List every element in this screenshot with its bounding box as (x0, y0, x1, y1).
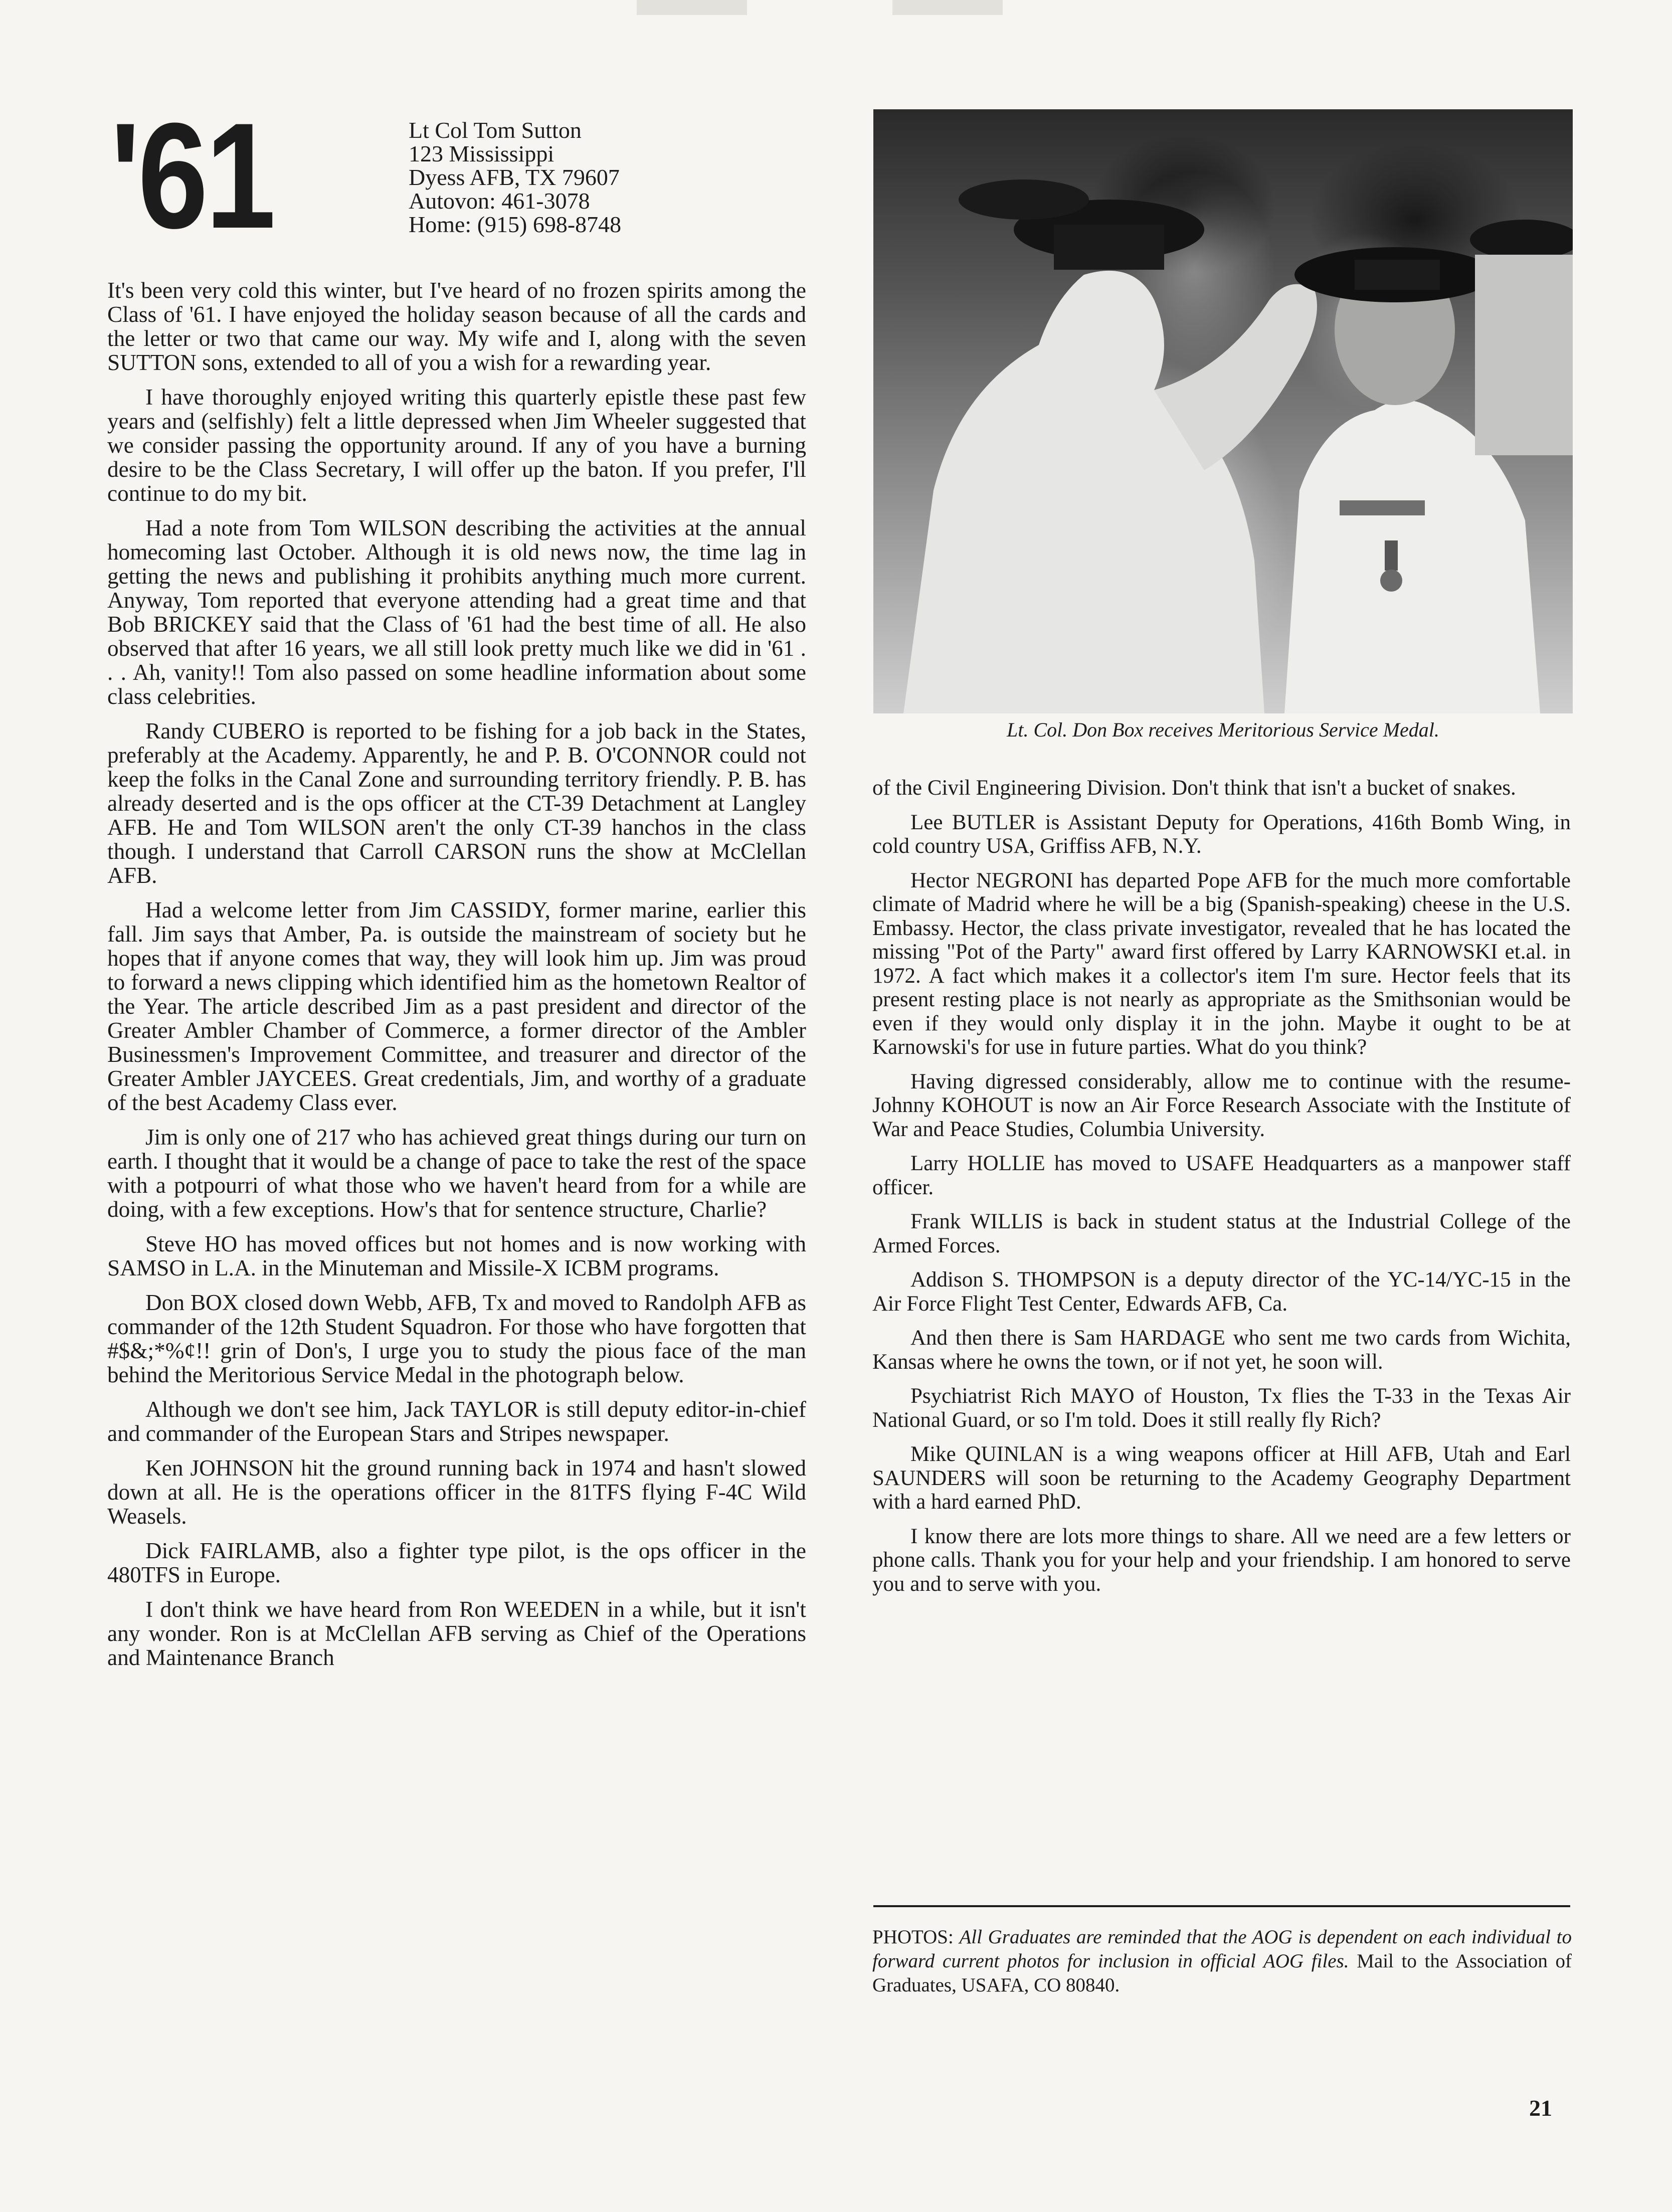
scan-mark (892, 0, 1003, 15)
photos-notice-italic: All Graduates are reminded that the AOG is dependent on each individual to forward current photos for inclusion in official AOG files. (872, 1926, 1572, 1972)
paragraph: I know there are lots more things to share. All we need are a few letters or phone calls. Thank you for your help and your friendship. I am honored to serve you and to serve with you. (872, 1524, 1571, 1596)
paragraph: Had a welcome letter from Jim CASSIDY, former marine, earlier this fall. Jim says that Amber, Pa. is outside the mainstream of society but he hopes that if anyone comes that way, they will look him up. Jim was proud to forward a news clipping which identified him as the hometown Realtor of the Year. The article described Jim as a past president and director of the Greater Ambler Chamber of Commerce, a former director of the Ambler Businessmen's Improvement Committee, and treasurer and director of the Greater Ambler JAYCEES. Great credentials, Jim, and worthy of a graduate of the best Academy Class ever. (107, 897, 806, 1115)
address-line: Autovon: 461-3078 (409, 188, 590, 214)
paragraph: Dick FAIRLAMB, also a fighter type pilot, is the ops officer in the 480TFS in Europe. (107, 1538, 806, 1587)
left-column (107, 278, 806, 1680)
paragraph: I don't think we have heard from Ron WEEDEN in a while, but it isn't any wonder. Ron is at McClellan AFB serving as Chief of the Operations and Maintenance Branch (107, 1597, 806, 1670)
paragraph: I have thoroughly enjoyed writing this quarterly epistle these past few years and (selfishly) felt a little depressed when Jim Wheeler suggested that we consider passing the opportunity around. If any of you have a burning desire to be the Class Secretary, I will offer up the baton. If you prefer, I'll continue to do my bit. (107, 385, 806, 506)
paragraph: of the Civil Engineering Division. Don't think that isn't a bucket of snakes. (872, 776, 1516, 800)
paragraph: Lee BUTLER is Assistant Deputy for Operations, 416th Bomb Wing, in cold country USA, Griffiss AFB, N.Y. (872, 810, 1571, 858)
address-line: Dyess AFB, TX 79607 (409, 164, 620, 190)
paragraph: Don BOX closed down Webb, AFB, Tx and moved to Randolph AFB as commander of the 12th Student Squadron. For those who have forgotten that #$&;*%¢!! grin of Don's, I urge you to study the pious face of the man behind the Meritorious Service Medal in the photograph below. (107, 1290, 806, 1387)
class-year-heading: '61 (110, 91, 274, 260)
address-line: 123 Mississippi (409, 141, 554, 166)
photo-silhouettes (873, 109, 1573, 713)
paragraph: Randy CUBERO is reported to be fishing for a job back in the States, preferably at the Academy. Apparently, he and P. B. O'CONNOR could not keep the folks in the Canal Zone and surrounding territory friendly. P. B. has already deserted and is the ops officer at the CT-39 Detachment at Langley AFB. He and Tom WILSON aren't the only CT-39 hanchos in the class though. I understand that Carroll CARSON runs the show at McClellan AFB. (107, 718, 806, 888)
paragraph: Psychiatrist Rich MAYO of Houston, Tx flies the T-33 in the Texas Air National Guard, or so I'm told. Does it still really fly Rich? (872, 1384, 1571, 1432)
section-divider (873, 1905, 1570, 1907)
paragraph: Addison S. THOMPSON is a deputy director of the YC-14/YC-15 in the Air Force Flight Test Center, Edwards AFB, Ca. (872, 1268, 1571, 1316)
paragraph: Ken JOHNSON hit the ground running back in 1974 and hasn't slowed down at all. He is the operations officer in the 81TFS flying F-4C Wild Weasels. (107, 1455, 806, 1529)
paragraph: Larry HOLLIE has moved to USAFE Headquarters as a manpower staff officer. (872, 1152, 1571, 1199)
paragraph: Jim is only one of 217 who has achieved great things during our turn on earth. I thought that it would be a change of pace to take the rest of the space with a potpourri of what those who we haven't heard from for a while are doing, with a few exceptions. How's that for sentence structure, Charlie? (107, 1125, 806, 1222)
photo-caption: Lt. Col. Don Box receives Meritorious Service Medal. (1007, 718, 1439, 741)
paragraph: Hector NEGRONI has departed Pope AFB for the much more comfortable climate of Madrid where he will be a big (Spanish-speaking) cheese in the U.S. Embassy. Hector, the class private investigator, revealed that he has located the missing "Pot of the Party" award first offered by Larry KARNOWSKI et.al. in 1972. A fact which makes it a collector's item I'm sure. Hector feels that its present resting place is not nearly as appropriate as the Smithsonian would be even if they would only display it in the john. Maybe it ought to be at Karnowski's for use in future parties. What do you think? (872, 868, 1571, 1059)
paragraph: Steve HO has moved offices but not homes and is now working with SAMSO in L.A. in the Minuteman and Missile-X ICBM programs. (107, 1231, 806, 1280)
paragraph: Having digressed considerably, allow me to continue with the resume-Johnny KOHOUT is now an Air Force Research Associate with the Institute of War and Peace Studies, Columbia University. (872, 1069, 1571, 1141)
paragraph: Although we don't see him, Jack TAYLOR is still deputy editor-in-chief and commander of the European Stars and Stripes newspaper. (107, 1397, 806, 1446)
paragraph: Had a note from Tom WILSON describing the activities at the annual homecoming last October. Although it is old news now, the time lag in getting the news and publishing it prohibits anything much more current. Anyway, Tom reported that everyone attending had a great time and that Bob BRICKEY said that the Class of '61 had the best time of all. He also observed that after 16 years, we all still look pretty much like we did in '61 . . . Ah, vanity!! Tom also passed on some headline information about some class celebrities. (107, 515, 806, 709)
paragraph: And then there is Sam HARDAGE who sent me two cards from Wichita, Kansas where he owns the town, or if not yet, he soon will. (872, 1326, 1571, 1374)
address-line: Home: (915) 698-8748 (409, 212, 622, 237)
paragraph: Frank WILLIS is back in student status at the Industrial College of the Armed Forces. (872, 1210, 1571, 1257)
address-line: Lt Col Tom Sutton (409, 117, 582, 143)
medal-ceremony-photo (873, 109, 1573, 713)
right-column (872, 776, 1571, 1606)
photos-notice-address: Mail to the Association of Graduates, USAFA, CO 80840. (872, 1950, 1572, 1996)
paragraph: Mike QUINLAN is a wing weapons officer at Hill AFB, Utah and Earl SAUNDERS will soon be returning to the Academy Geography Department with a hard earned PhD. (872, 1442, 1571, 1514)
page-number: 21 (1529, 2095, 1552, 2121)
paragraph: It's been very cold this winter, but I've heard of no frozen spirits among the Class of '61. I have enjoyed the holiday season because of all the cards and the letter or two that came our way. My wife and I, along with the seven SUTTON sons, extended to all of you a wish for a rewarding year. (107, 278, 806, 375)
secretary-address (409, 118, 760, 236)
photos-notice-label: PHOTOS: (872, 1926, 954, 1948)
photos-notice (872, 1925, 1572, 1997)
scan-mark (637, 0, 747, 15)
